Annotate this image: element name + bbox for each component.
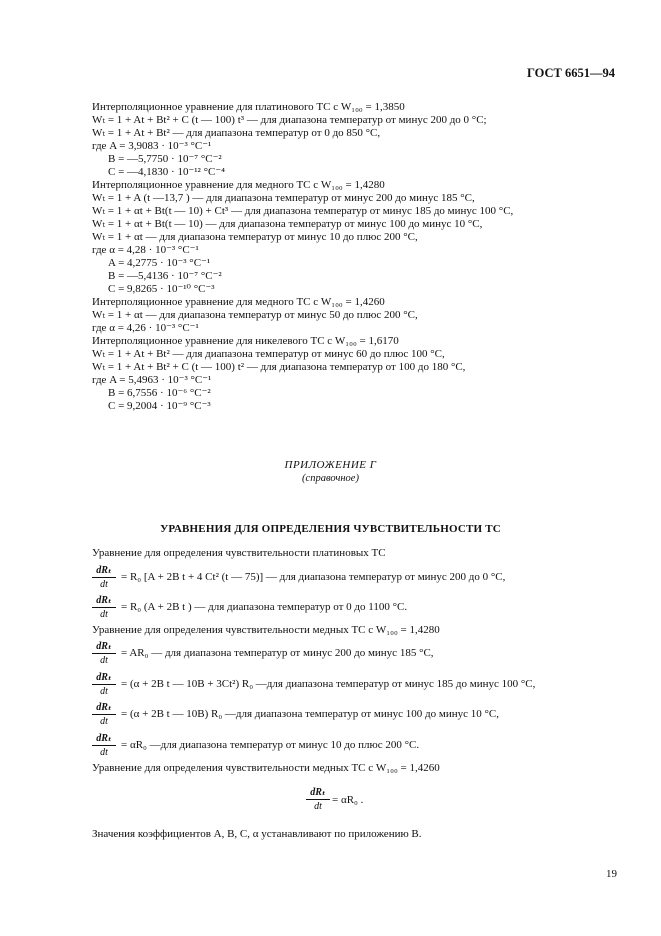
sens-eq-pt1: = R₀ [A + 2B t + 4 Ct² (t — 75)] — для диапазона температур от минус 200 до 0 °С, bbox=[121, 571, 506, 583]
line-cu1-eq1: Wₜ = 1 + A (t —13,7 ) — для диапазона температур от минус 200 до минус 185 °С, bbox=[92, 192, 475, 204]
line-cu2-eq: Wₜ = 1 + αt — для диапазона температур от минус 50 до плюс 200 °С, bbox=[92, 309, 418, 321]
fraction-denominator: dt bbox=[100, 655, 108, 666]
fraction-drt-dt bbox=[306, 787, 330, 812]
sens-intro-copper-1: Уравнение для определения чувствительности медных ТС с W₁₀₀ = 1,4280 bbox=[92, 624, 440, 636]
fraction-drt-dt bbox=[92, 565, 116, 590]
fraction-numerator: dRₜ bbox=[92, 595, 116, 608]
line-pt-intro: Интерполяционное уравнение для платинового ТС с W₁₀₀ = 1,3850 bbox=[92, 101, 405, 113]
fraction-drt-dt bbox=[92, 641, 116, 666]
sens-eq-pt2: = R₀ (A + 2B t ) — для диапазона температур от 0 до 1100 °С. bbox=[121, 601, 408, 613]
line-cu2-intro: Интерполяционное уравнение для медного ТС с W₁₀₀ = 1,4260 bbox=[92, 296, 385, 308]
fraction-numerator: dRₜ bbox=[92, 733, 116, 746]
fraction-numerator: dRₜ bbox=[92, 672, 116, 685]
line-cu1-coef-b: B = —5,4136 · 10⁻⁷ °С⁻² bbox=[108, 270, 222, 282]
line-ni-coef-a: где A = 5,4963 · 10⁻³ °С⁻¹ bbox=[92, 374, 212, 386]
line-pt-eq1: Wₜ = 1 + At + Bt² + C (t — 100) t³ — для диапазона температур от минус 200 до 0 °С; bbox=[92, 114, 487, 126]
fraction-denominator: dt bbox=[314, 801, 322, 812]
line-cu1-eq2: Wₜ = 1 + αt + Bt(t — 10) + Ct³ — для диапазона температур от минус 185 до минус 100 °С, bbox=[92, 205, 514, 217]
appendix-name: ПРИЛОЖЕНИЕ Г bbox=[284, 459, 377, 471]
fraction-drt-dt bbox=[92, 595, 116, 620]
fraction-denominator: dt bbox=[100, 579, 108, 590]
line-cu1-eq4: Wₜ = 1 + αt — для диапазона температур от минус 10 до плюс 200 °С, bbox=[92, 231, 418, 243]
fraction-denominator: dt bbox=[100, 686, 108, 697]
page-number: 19 bbox=[606, 868, 617, 880]
sens-eq-cu2: = (α + 2B t — 10B + 3Ct²) R₀ —для диапазона температур от минус 185 до минус 100 °С, bbox=[121, 678, 536, 690]
sens-eq-cu3: = (α + 2B t — 10B) R₀ —для диапазона температур от минус 100 до минус 10 °С, bbox=[121, 708, 499, 720]
fraction-numerator: dRₜ bbox=[306, 787, 330, 800]
fraction-numerator: dRₜ bbox=[92, 641, 116, 654]
document-header: ГОСТ 6651—94 bbox=[526, 66, 615, 80]
line-cu1-coef-alpha: где α = 4,28 · 10⁻³ °С⁻¹ bbox=[92, 244, 199, 256]
fraction-drt-dt bbox=[92, 702, 116, 727]
fraction-denominator: dt bbox=[100, 747, 108, 758]
sens-intro-platinum: Уравнение для определения чувствительности платиновых ТС bbox=[92, 547, 386, 559]
fraction-drt-dt bbox=[92, 672, 116, 697]
sens-eq-cu5: = αR₀ . bbox=[332, 794, 364, 806]
line-cu2-coef-alpha: где α = 4,26 · 10⁻³ °С⁻¹ bbox=[92, 322, 199, 334]
line-pt-coef-b: B = —5,7750 · 10⁻⁷ °С⁻² bbox=[108, 153, 222, 165]
coefficients-note: Значения коэффициентов A, B, C, α устанавливают по приложению В. bbox=[92, 828, 422, 840]
line-cu1-coef-a: A = 4,2775 · 10⁻³ °С⁻¹ bbox=[108, 257, 211, 269]
fraction-numerator: dRₜ bbox=[92, 702, 116, 715]
line-ni-coef-c: C = 9,2004 · 10⁻⁹ °С⁻³ bbox=[108, 400, 211, 412]
line-cu1-intro: Интерполяционное уравнение для медного ТС с W₁₀₀ = 1,4280 bbox=[92, 179, 385, 191]
fraction-denominator: dt bbox=[100, 716, 108, 727]
sens-intro-copper-2: Уравнение для определения чувствительности медных ТС с W₁₀₀ = 1,4260 bbox=[92, 762, 440, 774]
appendix-title: УРАВНЕНИЯ ДЛЯ ОПРЕДЕЛЕНИЯ ЧУВСТВИТЕЛЬНОСТИ ТС bbox=[160, 523, 501, 535]
line-ni-eq2: Wₜ = 1 + At + Bt² + C (t — 100) t² — для диапазона температур от 100 до 180 °С, bbox=[92, 361, 466, 373]
line-ni-eq1: Wₜ = 1 + At + Bt² — для диапазона температур от минус 60 до плюс 100 °С, bbox=[92, 348, 445, 360]
line-cu1-eq3: Wₜ = 1 + αt + Bt(t — 10) — для диапазона температур от минус 100 до минус 10 °С, bbox=[92, 218, 483, 230]
sens-eq-cu4: = αR₀ —для диапазона температур от минус 10 до плюс 200 °С. bbox=[121, 739, 420, 751]
sens-eq-cu1: = AR₀ — для диапазона температур от минус 200 до минус 185 °С, bbox=[121, 647, 434, 659]
line-ni-intro: Интерполяционное уравнение для никелевого ТС с W₁₀₀ = 1,6170 bbox=[92, 335, 399, 347]
fraction-numerator: dRₜ bbox=[92, 565, 116, 578]
line-cu1-coef-c: C = 9,8265 · 10⁻¹⁰ °С⁻³ bbox=[108, 283, 215, 295]
line-pt-coef-c: C = —4,1830 · 10⁻¹² °С⁻⁴ bbox=[108, 166, 225, 178]
fraction-denominator: dt bbox=[100, 609, 108, 620]
fraction-drt-dt bbox=[92, 733, 116, 758]
line-pt-eq2: Wₜ = 1 + At + Bt² — для диапазона температур от 0 до 850 °С, bbox=[92, 127, 381, 139]
appendix-type: (справочное) bbox=[302, 473, 359, 484]
line-pt-coef-a: где A = 3,9083 · 10⁻³ °С⁻¹ bbox=[92, 140, 212, 152]
line-ni-coef-b: B = 6,7556 · 10⁻⁶ °С⁻² bbox=[108, 387, 211, 399]
